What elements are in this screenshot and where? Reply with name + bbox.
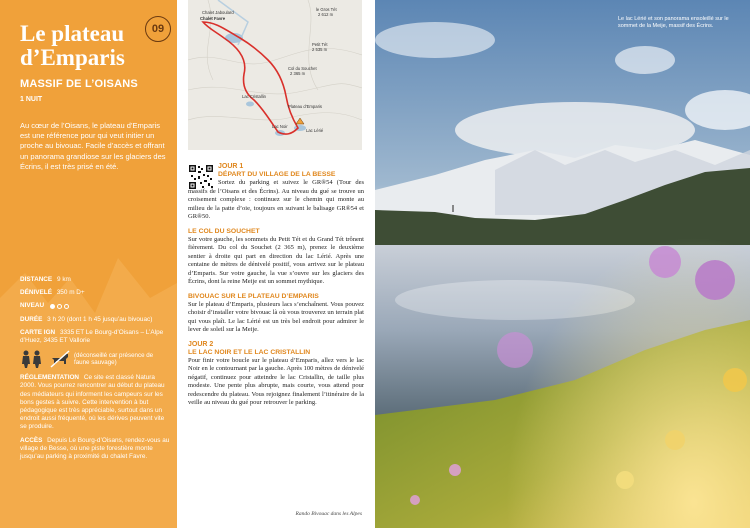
map-label-petit-tet: Petit Tét (312, 42, 328, 47)
section-text-souchet: Sur votre gauche, les sommets du Petit Tét et du Grand Tét trônent fièrement. Du col du Souchet (2 365 m), prenez le deuxième sentier à droite qui part en direction du lac Lérié. Après une centaine de mètres de dénivelé positif, vous arrivez sur le plateau d’Emparis. Sur votre gauche, la vue s’ouvre sur les glaciers des Écrins, dont la reine Meije est un sommet mythique. (188, 235, 364, 285)
fact-map: CARTE IGN 3335 ET Le Bourg-d’Oisans – L’Alpe d’Huez, 3435 ET Vallorie (20, 328, 164, 345)
page-title: Le plateau d’Emparis (20, 21, 125, 70)
fact-distance: DISTANCE 9 km (20, 276, 71, 283)
map-label-gros-tet-alt: 2 612 m (318, 12, 334, 17)
map-label-chalet-favre: Chalet Favre (200, 16, 226, 21)
map-label-plateau: Plateau d’Emparis (288, 104, 322, 109)
fact-level: NIVEAU (20, 302, 170, 310)
hikers-icon (20, 350, 46, 368)
info-column (0, 0, 177, 528)
section-heading-lacs: LE LAC NOIR ET LE LAC CRISTALLIN (188, 348, 311, 356)
route-number-badge: 09 (145, 16, 171, 42)
intro-text: Au cœur de l’Oisans, le plateau d’Emparis est une référence pour qui veut initier un proche au bivouac. Facile d’accès et offrant un panorama grandiose sur les glaciers des Écrins, il est très prisé en été. (20, 121, 166, 171)
photo-caption: Le lac Lérié et son panorama ensoleillé sur le sommet de la Meije, massif des Écrins. (618, 16, 729, 29)
dog-icon (50, 350, 70, 368)
icons-row (20, 350, 170, 368)
route-description (188, 163, 364, 414)
lake-photo (375, 0, 750, 528)
nights-count: 1 NUIT (20, 96, 43, 103)
day1-heading: JOUR 1 (218, 163, 244, 170)
map-label-lac-lerie: Lac Lérié (306, 128, 324, 133)
day2-heading: JOUR 2 (188, 340, 214, 348)
level-dots (50, 304, 69, 309)
level-dot (64, 304, 69, 309)
book-footer: Rando Bivouac dans les Alpes (295, 511, 362, 517)
section-text-lacs: Pour finir votre boucle sur le plateau d’Emparis, allez vers le lac Noir en le contournant par la gauche. Après 100 mètres de dénivelé négatif, continuez pour atteindre le lac Cristallin, de taille plus modeste. Une pente plus abrupte, mais courte, vous attend pour redescendre du plateau. Vous rejoignez finalement l’itinéraire de la veille au niveau du gué pour retrouver le parking. (188, 356, 364, 406)
map-label-col-souchet-alt: 2 365 m (290, 71, 306, 76)
map-label-chalet-jaboulard: Chalet Jaboulard (202, 10, 234, 15)
fact-access: ACCÈS Depuis Le Bourg-d’Oisans, rendez-vous au village de Besse, où une piste forestière monte jusqu’au parking à proximité du chalet Favre. (20, 436, 170, 461)
section-heading-depart: DÉPART DU VILLAGE DE LA BESSE (218, 171, 336, 178)
level-dot (50, 304, 55, 309)
fact-elevation: DÉNIVELÉ 350 m D+ (20, 289, 85, 297)
route-description-column (177, 0, 375, 528)
route-map (188, 0, 362, 150)
level-dot (57, 304, 62, 309)
map-label-col-souchet: Col du Souchet (288, 66, 317, 71)
fact-rules: RÉGLEMENTATION Ce site est classé Natura 2000. Vous pourrez rencontrer au début du plateau des médiateurs qui informent les campeurs sur les bons gestes à suivre. Cette intervention à but pédagogique est très appréciable, surtout dans un endroit aussi fréquenté, où les dérives peuvent vite se produire. (20, 374, 165, 431)
fact-duration: DURÉE 3 h 20 (dont 1 h 45 jusqu’au bivouac) (20, 315, 153, 323)
section-heading-bivouac: BIVOUAC SUR LE PLATEAU D’EMPARIS (188, 292, 319, 300)
dog-warning-text: (déconseillé car présence de faune sauvage) (74, 351, 154, 367)
facts-list (20, 276, 170, 466)
massif-subtitle: MASSIF DE L’OISANS (20, 78, 138, 90)
map-label-lac-noir: Lac Noir (272, 124, 288, 129)
map-label-lac-cristallin: Lac Cristallin (242, 94, 266, 99)
section-text-depart: Sortez du parking et suivez le GR®54 (Tour des massifs de l’Oisans et des Écrins). Au niveau du gué se trouve un croisement complexe : continuez sur le chemin qui monte au milieu de la patte d’oie, toujours en suivant le balisage GR®54 et GR®50. (188, 179, 364, 220)
section-heading-souchet: LE COL DU SOUCHET (188, 227, 260, 235)
map-label-petit-tet-alt: 2 535 m (312, 47, 328, 52)
section-text-bivouac: Sur le plateau d’Emparis, plusieurs lacs s’enchaînent. Vous pouvez choisir d’installer votre bivouac là où vous trouverez un terrain plat qui vous plaît. Le lac Lérié est un très bel endroit pour admirer le lever de soleil sur la Meije. (188, 300, 364, 333)
map-label-gros-tet: le Gros Tét (316, 7, 337, 12)
